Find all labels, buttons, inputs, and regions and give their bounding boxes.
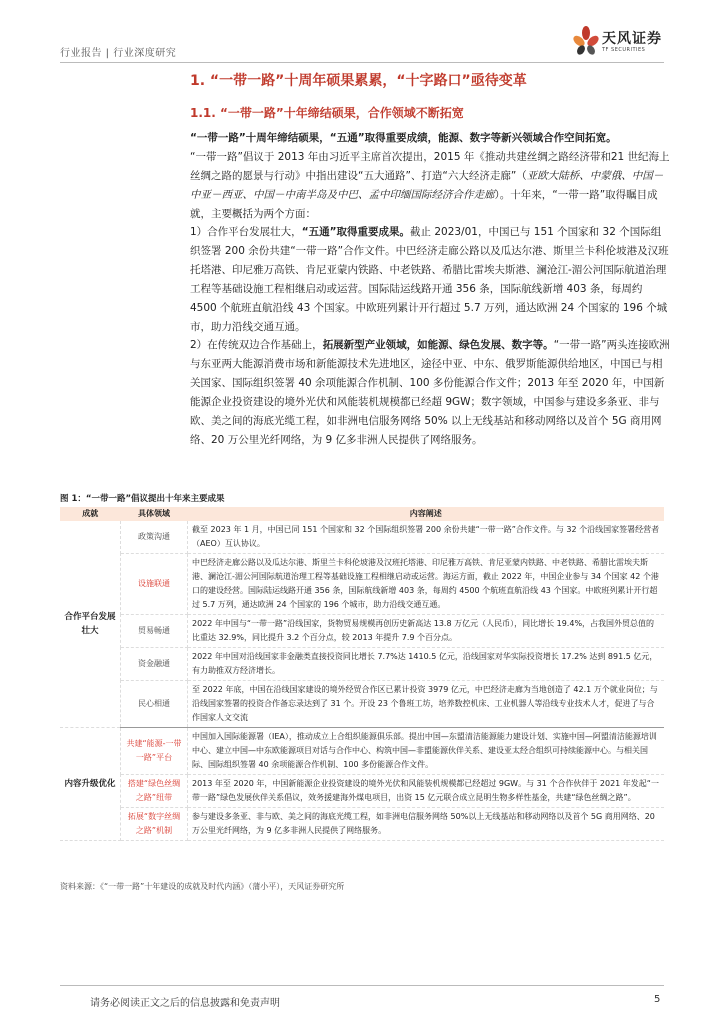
intro-italic-corridors: 亚欧大陆桥、中蒙俄、中国－中亚－西亚、中国－中南半岛及中巴、孟中印缅国际经济合作走廊	[190, 170, 664, 201]
point-1-paragraph	[190, 223, 670, 337]
table-header-achievement: 成就	[60, 507, 121, 521]
section-title-1: 1. “一带一路”十周年硕果累累，“十字路口”亟待变革	[190, 73, 527, 89]
table-header-field: 具体领域	[121, 507, 188, 521]
brand-name: 天风证券	[602, 31, 662, 47]
intro-text-a: “一带一路”倡议于 2013 年由习近平主席首次提出，2015 年《推动共建丝绸之路经济带和21 世纪海上丝绸之路的愿景与行动》中指出建设“五大通路”、打造“六大经济走廊”（	[190, 151, 670, 182]
field-cell: 搭建“绿色丝绸之路”纽带	[121, 775, 188, 808]
table-row	[60, 615, 664, 648]
point-1-text: 截止 2023/01，中国已与 151 个国家和 32 个国际组织签署 200 余份共建“一带一路”合作文件。中巴经济走廊公路以及瓜达尔港、斯里兰卡科伦坡港及汉班托塔港、印尼雅万高铁、肯尼亚蒙内铁路、中老铁路、希腊比雷埃夫斯港、澜沧江-湄公河国际航道治理工程等基础设施工程相继启动或运营。国际陆运线路开通 356 条，国际航线新增 403 条，每周约 4500 个航班直航沿线 43 个国家。中欧班列累计开行超过 5.7 万列，通达欧洲 24 个国家的 196 个城市，助力沿线交通互通。	[190, 226, 669, 333]
desc-cell: 参与建设多条亚、非与欧、美之间的海底光缆工程，如非洲电信服务网络 50%以上无线基站和移动网络以及首个 5G 商用网络、20 万公里光纤网络，为 9 亿多非洲人民提供了网络服务。	[188, 808, 665, 841]
desc-cell: 2022 年中国对沿线国家非金融类直接投资同比增长 7.7%达 1410.5 亿元，沿线国家对华实际投资增长 17.2% 达到 891.5 亿元，有力助推双方经济增长。	[188, 648, 665, 681]
desc-cell: 2022 年中国与“一带一路”沿线国家，货物贸易规模再创历史新高达 13.8 万亿元（人民币），同比增长 19.4%，占我国外贸总值的比重达 32.9%，同比提升 3.2 个百分点，较 2013 年提升 7.9 个百分点。	[188, 615, 665, 648]
table-header-content: 内容阐述	[188, 507, 665, 521]
point-2-paragraph	[190, 336, 670, 450]
section-title-1-1: 1.1. “一带一路”十年缔结硕果，合作领域不断拓宽	[190, 106, 464, 120]
field-cell: 设施联通	[121, 554, 188, 615]
desc-cell: 至 2022 年底，中国在沿线国家建设的境外经贸合作区已累计投资 3979 亿元，中巴经济走廊为当地创造了 42.1 万个就业岗位；与沿线国家签署的投资合作备忘录达到了 31 个。开设 23 个鲁班工坊，培养数控机床、工业机器人等沿线专业技术人才，促进了与合作国家人文交流	[188, 681, 665, 728]
table-row	[60, 521, 664, 554]
footer-divider	[60, 985, 664, 986]
field-cell: 贸易畅通	[121, 615, 188, 648]
field-cell: 民心相通	[121, 681, 188, 728]
figure-title: 图 1：“一带一路”倡议提出十年来主要成果	[60, 494, 225, 504]
desc-cell: 截至 2023 年 1 月，中国已同 151 个国家和 32 个国际组织签署 200 余份共建“一带一路”合作文件。与 32 个沿线国家签署经营者（AEO）互认协议。	[188, 521, 665, 554]
footer-disclaimer: 请务必阅读正文之后的信息披露和免责声明	[90, 998, 280, 1009]
group-cell-upgrade: 内容升级优化	[60, 728, 121, 841]
intro-bold-lead: “一带一路”十周年缔结硕果，“五通”取得重要成绩，能源、数字等新兴领域合作空间拓宽。	[190, 132, 617, 144]
field-cell: 资金融通	[121, 648, 188, 681]
table-row	[60, 728, 664, 775]
page-number: 5	[654, 994, 661, 1005]
group-cell-platform: 合作平台发展壮大	[60, 521, 121, 728]
intro-text-b: ）。十年来，“一带一路”取得瞩目成就，主要概括为两个方面：	[190, 189, 658, 220]
point-2-bold: 拓展新型产业领域，如能源、绿色发展、数字等。	[322, 339, 554, 351]
header-divider	[60, 62, 664, 63]
field-cell: 政策沟通	[121, 521, 188, 554]
point-2-text: “一带一路”两头连接欧洲与东亚两大能源消费市场和新能源技术先进地区，途径中亚、中东、俄罗斯能源供给地区，中国已与相关国家、国际组织签署 40 余项能源合作机制、100 多份能源合作文件；2013 年至 2020 年，中国新能源企业投资建设的境外光伏和风能装机规模都已经超 9GW；数字领域，中国参与建设多条亚、非与欧、美之间的海底光缆工程，如非洲电信服务网络 50% 以上无线基站和移动网络以及首个 5G 商用网络、20 万公里光纤网络，为 9 亿多非洲人民提供了网络服务。	[190, 339, 670, 446]
intro-paragraph	[190, 129, 670, 224]
figure-source: 资料来源：《“一带一路”十年建设的成就及时代内涵》（蒲小平），天风证券研究所	[60, 882, 345, 891]
field-cell: 共建“能源-一带一路”平台	[121, 728, 188, 775]
desc-cell: 2013 年至 2020 年，中国新能源企业投资建设的境外光伏和风能装机规模都已经超过 9GW。与 31 个合作伙伴于 2021 年发起“一带一路”绿色发展伙伴关系倡议，效务援建海外煤电项目，出资 15 亿元联合成立昆明生物多样性基金，共建“绿色丝绸之路”。	[188, 775, 665, 808]
field-cell: 拓展“数字丝绸之路”机制	[121, 808, 188, 841]
report-category-label: 行业报告 | 行业深度研究	[60, 48, 177, 59]
desc-cell: 中国加入国际能源署（IEA），推动成立上合组织能源俱乐部。提出中国—东盟清洁能源能力建设计划、实施中国—阿盟清洁能源培训中心、建立中国—中东欧能源项目对话与合作中心、构筑中国—非盟能源伙伴关系、建设亚太经合组织可持续能源中心。与相关国际、国际组织签署 40 余项能源合作机制、100 多份能源合作文件。	[188, 728, 665, 775]
table-row	[60, 648, 664, 681]
point-1-bold: “五通”取得重要成果。	[301, 226, 410, 238]
table-row	[60, 808, 664, 841]
table-row	[60, 681, 664, 728]
brand-subtitle: TF SECURITIES	[602, 47, 646, 53]
table-row	[60, 775, 664, 808]
point-2-lead: 2）在传统双边合作基础上，	[190, 339, 323, 351]
desc-cell: 中巴经济走廊公路以及瓜达尔港、斯里兰卡科伦坡港及汉班托塔港、印尼雅万高铁、肯尼亚蒙内铁路、中老铁路、希腊比雷埃夫斯港、澜沧江-湄公河国际航道治理工程等基础设施工程相继启动或运营。海运方面，截止 2022 年，中国企业参与 34 个国家 42 个港口的建设经营。国际陆运线路开通 356 条，国际航线新增 403 条，每周约 4500 个航班直航沿线 43 个国家。中欧班列累计开行超过 5.7 万列，通达欧洲 24 个国家的 196 个城市，助力沿线交通互通。	[188, 554, 665, 615]
table-row	[60, 554, 664, 615]
brand-logo	[572, 24, 672, 64]
achievements-table	[60, 507, 664, 841]
point-1-lead: 1）合作平台发展壮大，	[190, 226, 302, 238]
petal-logo-icon	[572, 26, 600, 56]
